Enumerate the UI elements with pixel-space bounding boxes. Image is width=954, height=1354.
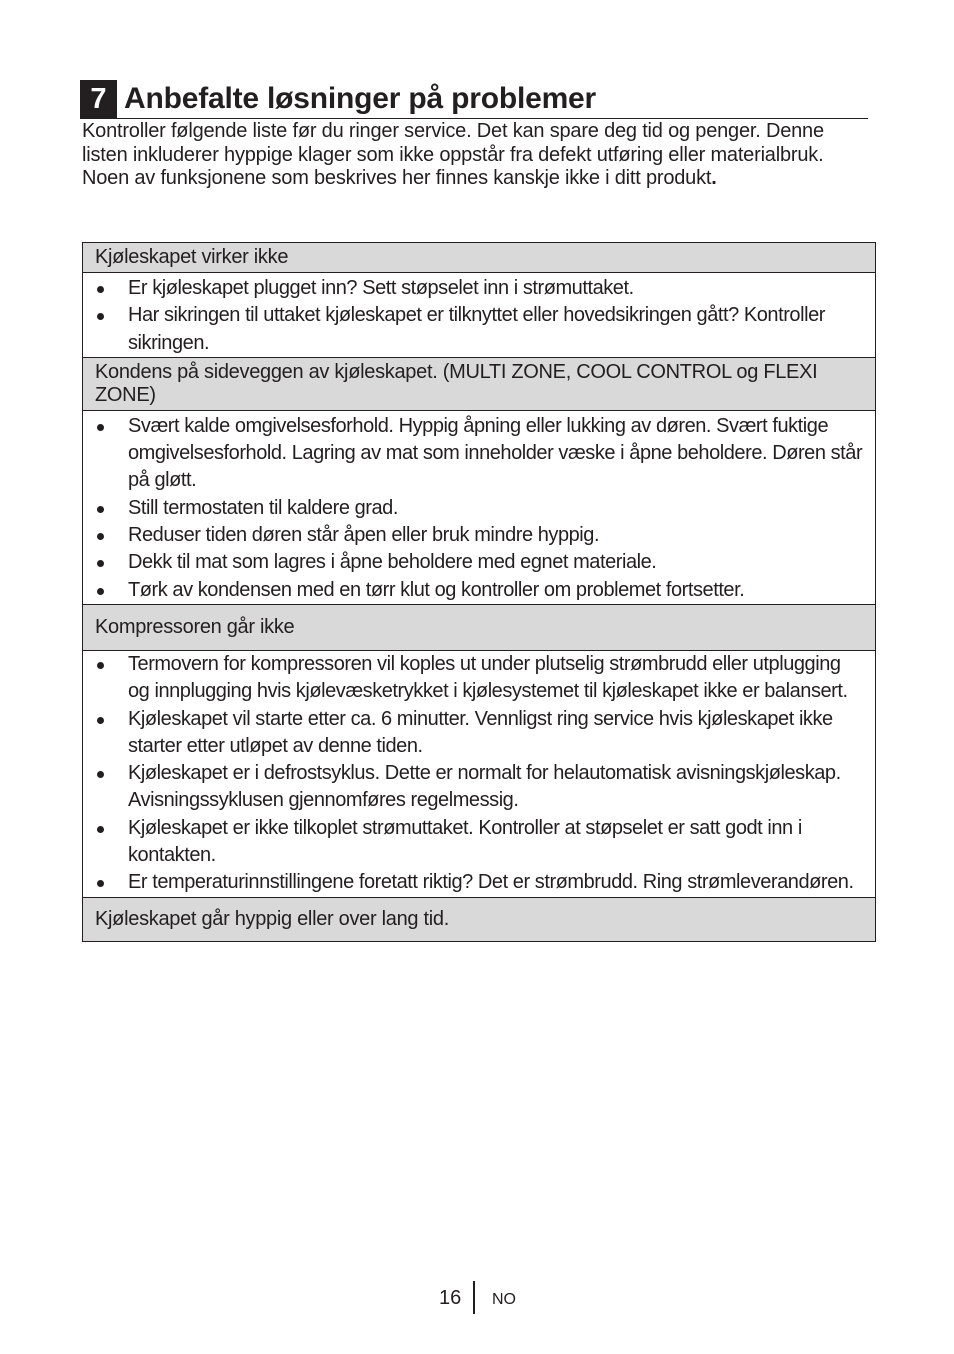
footer-divider (473, 1281, 475, 1314)
bullet-icon (97, 560, 104, 567)
list-item-text: Kjøleskapet er ikke tilkoplet strømuttaket. Kontroller at støpselet er satt godt inn i kontakten. (128, 816, 802, 867)
page-footer (0, 1281, 954, 1317)
bullet-icon (97, 826, 104, 833)
intro-end-mark: . (711, 167, 717, 189)
bullet-list (95, 275, 863, 357)
bullet-list (95, 413, 863, 604)
bullet-icon (97, 533, 104, 540)
section-header-not-working: Kjøleskapet virker ikke (83, 243, 875, 273)
list-item (95, 815, 863, 870)
list-item (95, 522, 863, 549)
section-body-compressor (83, 651, 875, 898)
list-item (95, 495, 863, 522)
list-item (95, 651, 863, 706)
section-header-condensation: Kondens på sideveggen av kjøleskapet. (MULTI ZONE, COOL CONTROL og FLEXI ZONE) (83, 358, 875, 411)
bullet-icon (97, 286, 104, 293)
list-item-text: Termovern for kompressoren vil koples ut under plutselig strømbrudd eller utplugging og innplugging hvis kjølevæsketrykket i kjølesystemet til kjøleskapet ikke er balansert. (128, 652, 848, 703)
list-item (95, 413, 863, 495)
bullet-icon (97, 313, 104, 320)
list-item-text: Er temperaturinnstillingene foretatt riktig? Det er strømbrudd. Ring strømleverandøren. (128, 871, 854, 894)
page-number: 16 (439, 1287, 462, 1309)
intro-text: Kontroller følgende liste før du ringer service. Det kan spare deg tid og penger. Denne listen inkluderer hyppige klager som ikke oppstår fra defekt utføring eller materialbruk. Noen av funksjonene som beskrives her finnes kanskje ikke i ditt produkt (82, 120, 824, 189)
list-item-text: Dekk til mat som lagres i åpne beholdere med egnet materiale. (128, 551, 657, 574)
section-header-runs-often: Kjøleskapet går hyppig eller over lang tid. (83, 898, 875, 941)
list-item-text: Tørk av kondensen med en tørr klut og kontroller om problemet fortsetter. (128, 578, 745, 601)
bullet-icon (97, 771, 104, 778)
bullet-icon (97, 662, 104, 669)
list-item (95, 869, 863, 896)
chapter-heading (80, 79, 868, 119)
chapter-number-badge: 7 (80, 80, 117, 118)
bullet-icon (97, 424, 104, 431)
list-item (95, 275, 863, 302)
section-body-condensation (83, 411, 875, 605)
list-item (95, 706, 863, 761)
section-body-not-working (83, 273, 875, 358)
list-item (95, 302, 863, 357)
troubleshooting-table (82, 242, 876, 942)
list-item-text: Still termostaten til kaldere grad. (128, 496, 398, 519)
bullet-icon (97, 506, 104, 513)
chapter-title: Anbefalte løsninger på problemer (124, 82, 597, 115)
intro-paragraph (82, 120, 862, 191)
bullet-list (95, 651, 863, 897)
list-item-text: Reduser tiden døren står åpen eller bruk mindre hyppig. (128, 524, 600, 547)
list-item-text: Er kjøleskapet plugget inn? Sett støpselet inn i strømuttaket. (128, 277, 634, 299)
bullet-icon (97, 588, 104, 595)
list-item (95, 549, 863, 576)
bullet-icon (97, 717, 104, 724)
list-item (95, 577, 863, 604)
list-item (95, 760, 863, 815)
bullet-icon (97, 880, 104, 887)
list-item-text: Svært kalde omgivelsesforhold. Hyppig åpning eller lukking av døren. Svært fuktige omgivelsesforhold. Lagring av mat som inneholder væske i åpne beholdere. Døren står på gløtt. (128, 414, 863, 492)
language-code: NO (492, 1291, 516, 1308)
list-item-text: Har sikringen til uttaket kjøleskapet er tilknyttet eller hovedsikringen gått? Kontroller sikringen. (128, 304, 825, 354)
list-item-text: Kjøleskapet er i defrostsyklus. Dette er normalt for helautomatisk avisningskjøleskap. Avisningssyklusen gjennomføres regelmessig. (128, 762, 841, 812)
section-header-compressor: Kompressoren går ikke (83, 605, 875, 651)
list-item-text: Kjøleskapet vil starte etter ca. 6 minutter. Vennligst ring service hvis kjøleskapet ikke starter etter utløpet av denne tiden. (128, 707, 833, 757)
